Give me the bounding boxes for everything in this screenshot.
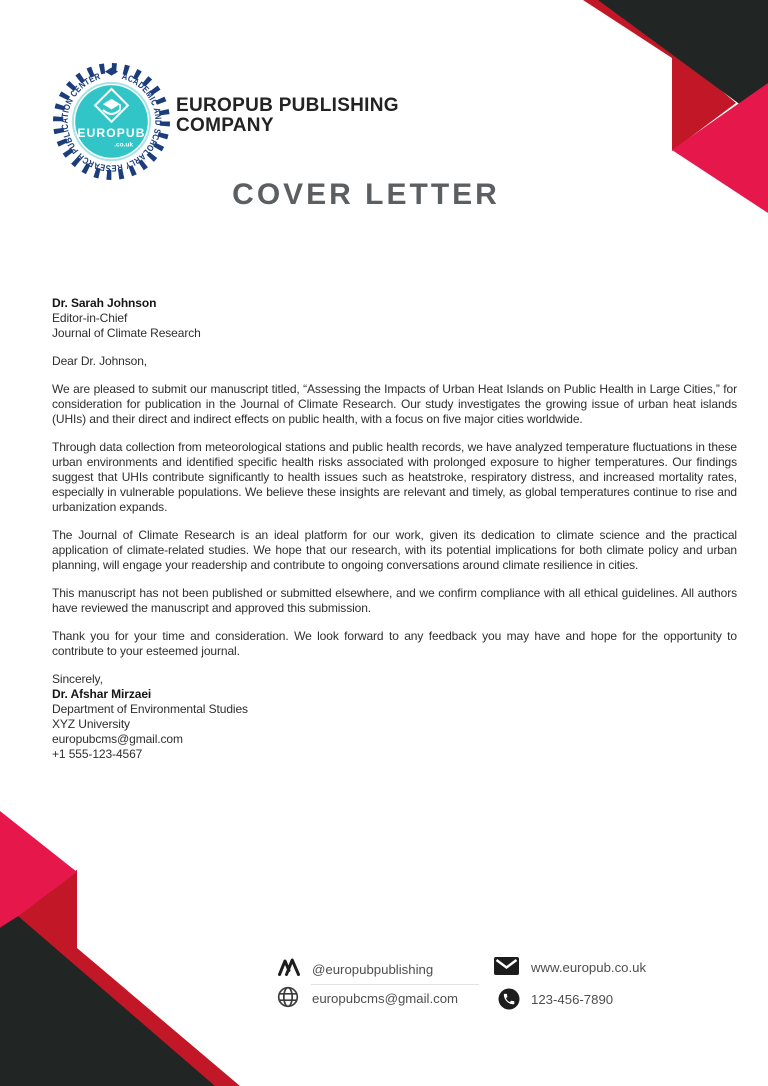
globe-icon: [276, 985, 300, 1009]
closing: Sincerely,: [52, 672, 103, 686]
company-name-line2: COMPANY: [176, 114, 274, 136]
recipient-block: [52, 296, 737, 341]
signature-block: [52, 687, 737, 762]
m-logo-icon: [277, 956, 301, 977]
letter-paragraph: Thank you for your time and consideration. We look forward to any feedback you may have and hope for the opportunity to contribute to your esteemed journal.: [52, 629, 737, 658]
footer-divider: [311, 984, 479, 985]
social-handle: @europubpublishing: [312, 962, 434, 977]
footer-website: www.europub.co.uk: [531, 960, 647, 975]
brand-logo: [50, 60, 173, 183]
signature-department: Department of Environmental Studies: [52, 702, 248, 716]
ribbon-dark-red-shape: [0, 870, 240, 1086]
footer-email: europubcms@gmail.com: [312, 991, 459, 1006]
signature-email: europubcms@gmail.com: [52, 732, 183, 746]
letter-paragraph: Through data collection from meteorological stations and public health records, we have analyzed temperature fluctuations in these urban environments and identified specific health risks associated with prolonged exposure to higher temperatures. Our findings suggest that UHIs contribute significantly to health issues such as heatstroke, respiratory distress, and increased mortality rates, especially in vulnerable populations. We believe these insights are relevant and timely, as global temperatures continue to rise and urbanization expands.: [52, 440, 737, 514]
salutation: Dear Dr. Johnson,: [52, 354, 148, 368]
recipient-role: Editor-in-Chief: [52, 311, 128, 325]
signature-name: Dr. Afshar Mirzaei: [52, 687, 152, 701]
footer-phone: 123-456-7890: [531, 992, 614, 1007]
recipient-name: Dr. Sarah Johnson: [52, 296, 157, 310]
logo-wordmark: EUROPUB: [77, 126, 146, 141]
letter-paragraph: This manuscript has not been published or submitted elsewhere, and we confirm compliance with all ethical guidelines. All authors have reviewed the manuscript and approved this submission.: [52, 586, 737, 615]
envelope-icon: [494, 957, 519, 975]
bottom-left-ribbon: [0, 796, 290, 1086]
letter-paragraph: We are pleased to submit our manuscript titled, “Assessing the Impacts of Urban Heat Islands on Public Health in Large Cities,” for consideration for publication in the Journal of Climate Research. Our study investigates the growing issue of urban heat islands (UHIs) and their direct and indirect effects on public health, with a focus on five major cities worldwide.: [52, 382, 737, 426]
ribbon-pink-shape: [0, 811, 77, 927]
letter-paragraph: The Journal of Climate Research is an ideal platform for our work, given its dedication to climate science and the practical application of climate-related studies. We hope that our research, with its potential implications for both climate policy and urban planning, will engage your readership and contribute to ongoing conversations around climate resilience in cities.: [52, 528, 737, 572]
recipient-organization: Journal of Climate Research: [52, 326, 201, 340]
logo-domain: .co.uk: [114, 141, 134, 149]
company-name-line1: EUROPUB PUBLISHING: [176, 95, 399, 116]
ribbon-black-shape: [0, 916, 215, 1086]
ribbon-dark-red-shape: [583, 0, 736, 151]
company-name: [176, 96, 399, 135]
phone-icon: [498, 988, 520, 1010]
letter-body: [52, 296, 737, 762]
logo-ring-text: ACADEMIC AND SCHOLARLY RESEARCH PUBLICATION CENTER: [59, 70, 164, 174]
ribbon-black-shape: [598, 0, 768, 125]
page-title: COVER LETTER: [232, 178, 500, 211]
signature-phone: +1 555-123-4567: [52, 747, 143, 761]
signature-university: XYZ University: [52, 717, 130, 731]
